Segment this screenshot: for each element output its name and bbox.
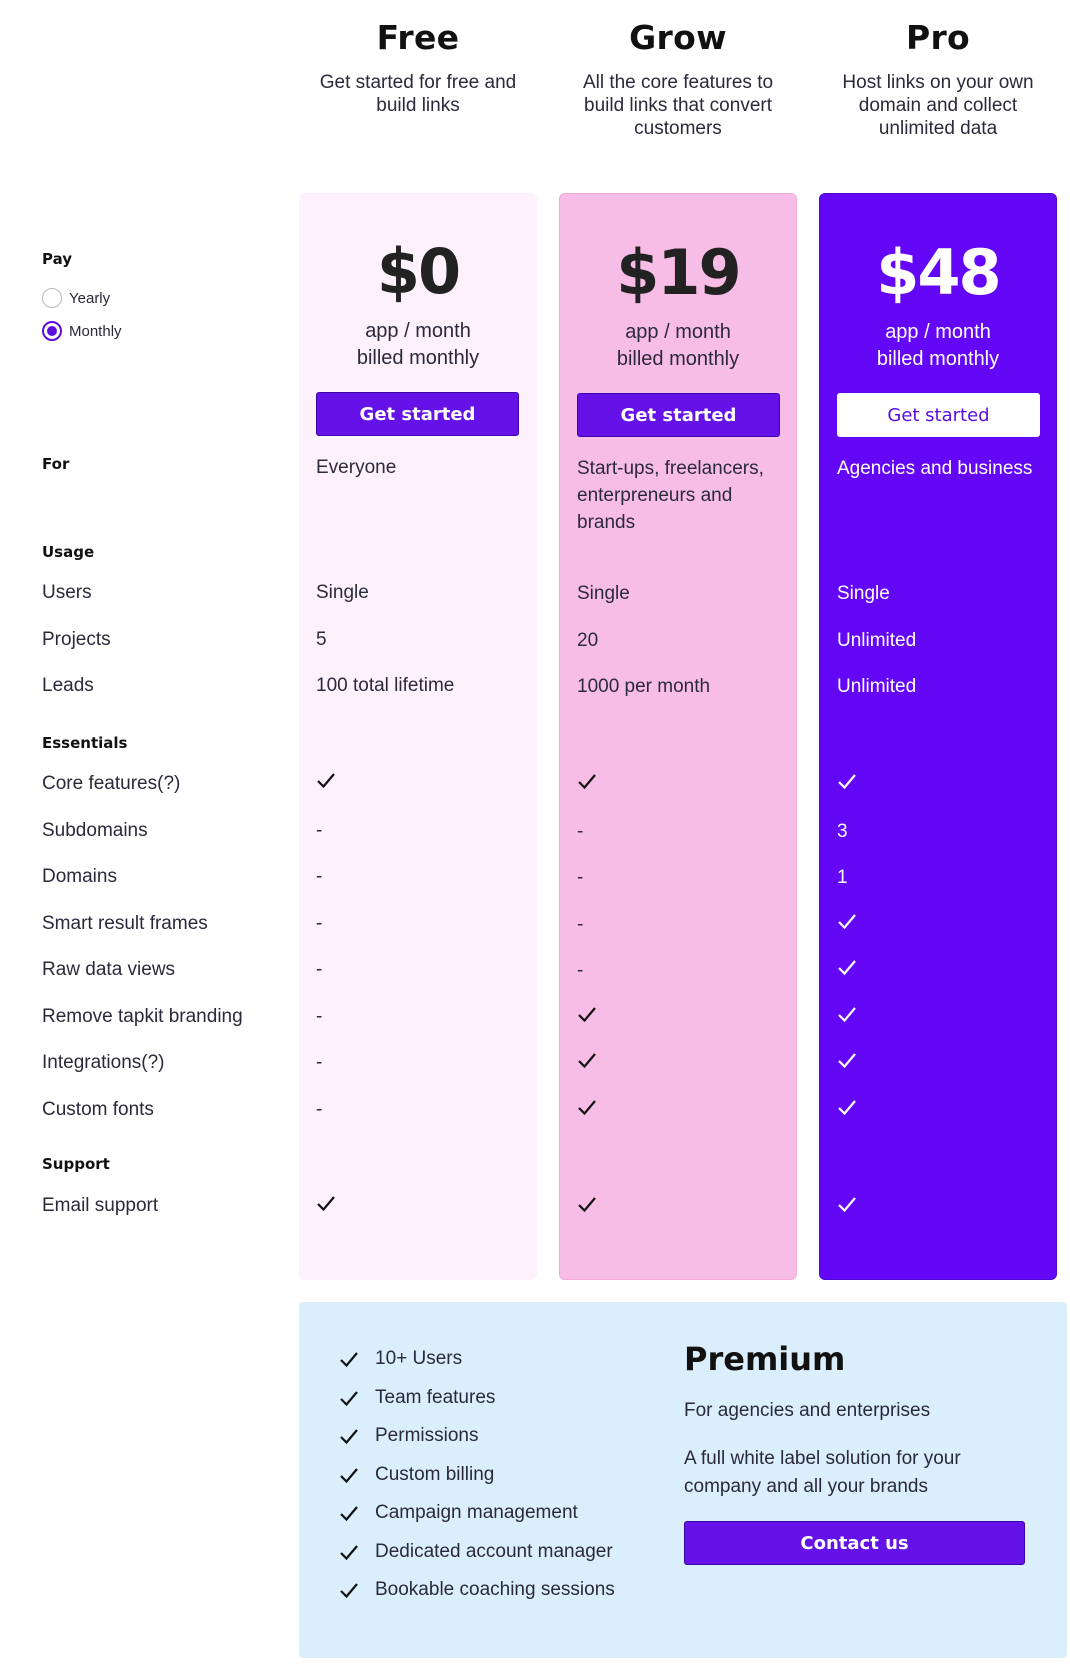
checkmark-icon	[316, 1193, 336, 1213]
custom-fonts-value	[837, 1097, 1047, 1125]
checkmark-icon	[837, 771, 857, 791]
users-value: Single	[837, 583, 890, 604]
core-features-value	[316, 770, 526, 798]
billing-period: billed monthly	[616, 348, 740, 370]
plan-price: $48	[876, 236, 1000, 309]
radio-monthly[interactable]	[42, 321, 122, 341]
checkmark-icon	[577, 771, 597, 791]
billing-period: billed monthly	[876, 348, 1000, 370]
section-support: Support	[42, 1155, 110, 1173]
checkmark-icon	[339, 1388, 359, 1408]
list-item	[339, 1340, 615, 1379]
domains-value: 1	[837, 867, 848, 888]
section-essentials: Essentials	[42, 734, 128, 752]
row-label-custom-fonts: Custom fonts	[42, 1099, 154, 1120]
smart-result-frames-value: -	[577, 914, 584, 935]
domains-value: -	[577, 867, 584, 888]
checkmark-icon	[316, 770, 336, 790]
plan-header-pro	[819, 18, 1057, 140]
radio-checked-icon[interactable]	[42, 321, 62, 341]
section-for: For	[42, 455, 70, 473]
email-support-value	[837, 1194, 1047, 1222]
price-unit: app / month	[885, 321, 991, 343]
list-item	[339, 1571, 615, 1610]
premium-feature-label: Team features	[375, 1386, 496, 1408]
get-started-button-pro[interactable]: Get started	[837, 393, 1040, 437]
custom-fonts-value	[577, 1097, 787, 1125]
users-value: Single	[577, 583, 630, 604]
checkmark-icon	[339, 1426, 359, 1446]
list-item	[339, 1494, 615, 1533]
checkmark-icon	[837, 1050, 857, 1070]
checkmark-icon	[837, 1194, 857, 1214]
radio-label: Monthly	[69, 322, 122, 340]
plan-header-free	[299, 18, 537, 117]
get-started-button-free[interactable]: Get started	[316, 392, 519, 436]
users-value: Single	[316, 582, 369, 603]
checkmark-icon	[577, 1194, 597, 1214]
row-label-domains: Domains	[42, 866, 117, 887]
row-label-smart-result-frames: Smart result frames	[42, 913, 208, 934]
leads-value: 1000 per month	[577, 676, 711, 697]
email-support-value	[577, 1194, 787, 1222]
row-label-integrations: Integrations(?)	[42, 1052, 165, 1073]
list-item	[339, 1456, 615, 1495]
smart-result-frames-value: -	[316, 913, 323, 934]
checkmark-icon	[577, 1097, 597, 1117]
plan-description: All the core features to build links that convert customers	[582, 72, 774, 139]
plan-column-grow	[559, 193, 797, 1280]
plan-column-free	[299, 193, 537, 1280]
list-item	[339, 1417, 615, 1456]
section-usage: Usage	[42, 543, 95, 561]
plan-price-details	[560, 319, 796, 373]
plan-name: Free	[376, 18, 460, 57]
premium-feature-list	[339, 1340, 615, 1610]
row-label-subdomains: Subdomains	[42, 820, 148, 841]
plan-price: $0	[376, 235, 460, 308]
projects-value: 20	[577, 630, 599, 651]
integrations-value	[837, 1050, 1047, 1078]
contact-us-button[interactable]: Contact us	[684, 1521, 1025, 1565]
domains-value: -	[316, 866, 323, 887]
price-unit: app / month	[365, 320, 471, 342]
integrations-value	[577, 1050, 787, 1078]
integrations-value: -	[316, 1052, 323, 1073]
plan-price-details	[299, 318, 537, 372]
for-value: Everyone	[316, 457, 397, 478]
raw-data-views-value: -	[577, 960, 584, 981]
checkmark-icon	[837, 1097, 857, 1117]
premium-description: A full white label solution for your company and all your brands	[684, 1448, 961, 1497]
subdomains-value: -	[316, 820, 323, 841]
custom-fonts-value: -	[316, 1099, 323, 1120]
row-label-users: Users	[42, 582, 92, 603]
projects-value: 5	[316, 629, 327, 650]
checkmark-icon	[339, 1542, 359, 1562]
checkmark-icon	[339, 1349, 359, 1369]
row-label-remove-branding: Remove tapkit branding	[42, 1006, 243, 1027]
remove-branding-value	[837, 1004, 1047, 1032]
plan-description: Host links on your own domain and collect unlimited data	[842, 72, 1034, 139]
list-item	[339, 1533, 615, 1572]
premium-feature-label: Permissions	[375, 1425, 479, 1447]
radio-yearly[interactable]	[42, 288, 110, 308]
plan-header-grow	[559, 18, 797, 140]
for-value: Start-ups, freelancers, enterpreneurs and brands	[577, 458, 764, 533]
premium-feature-label: Campaign management	[375, 1502, 578, 1524]
row-label-email-support: Email support	[42, 1195, 159, 1216]
smart-result-frames-value	[837, 911, 1047, 939]
get-started-button-grow[interactable]: Get started	[577, 393, 780, 437]
premium-feature-label: Dedicated account manager	[375, 1540, 613, 1562]
pay-label: Pay	[42, 250, 73, 268]
plan-name: Pro	[905, 18, 971, 57]
plan-price-details	[820, 319, 1056, 373]
projects-value: Unlimited	[837, 630, 917, 651]
checkmark-icon	[577, 1050, 597, 1070]
checkmark-icon	[339, 1503, 359, 1523]
subdomains-value: -	[577, 821, 584, 842]
core-features-value	[577, 771, 787, 799]
plan-column-pro	[819, 193, 1057, 1280]
checkmark-icon	[339, 1580, 359, 1600]
core-features-value	[837, 771, 1047, 799]
plan-price: $19	[616, 236, 740, 309]
email-support-value	[316, 1193, 526, 1221]
row-label-projects: Projects	[42, 629, 111, 650]
raw-data-views-value	[837, 957, 1047, 985]
plan-name: Grow	[629, 18, 727, 57]
subdomains-value: 3	[837, 821, 848, 842]
for-value: Agencies and business	[837, 458, 1033, 479]
plan-description: Get started for free and build links	[319, 72, 517, 116]
remove-branding-value: -	[316, 1006, 323, 1027]
checkmark-icon	[339, 1465, 359, 1485]
leads-value: Unlimited	[837, 676, 917, 697]
row-label-leads: Leads	[42, 675, 94, 696]
checkmark-icon	[837, 911, 857, 931]
raw-data-views-value: -	[316, 959, 323, 980]
billing-period: billed monthly	[356, 347, 480, 369]
row-label-raw-data-views: Raw data views	[42, 959, 176, 980]
premium-panel	[299, 1302, 1067, 1658]
premium-feature-label: Bookable coaching sessions	[375, 1579, 615, 1601]
radio-label: Yearly	[69, 289, 111, 307]
premium-feature-label: 10+ Users	[375, 1348, 463, 1370]
premium-subtitle: For agencies and enterprises	[684, 1400, 931, 1421]
premium-title: Premium	[684, 1340, 846, 1378]
checkmark-icon	[837, 1004, 857, 1024]
premium-feature-label: Custom billing	[375, 1463, 495, 1485]
row-label-core-features: Core features(?)	[42, 773, 181, 794]
remove-branding-value	[577, 1004, 787, 1032]
leads-value: 100 total lifetime	[316, 675, 455, 696]
radio-unchecked-icon[interactable]	[42, 288, 62, 308]
price-unit: app / month	[625, 321, 731, 343]
checkmark-icon	[577, 1004, 597, 1024]
checkmark-icon	[837, 957, 857, 977]
list-item	[339, 1379, 615, 1418]
